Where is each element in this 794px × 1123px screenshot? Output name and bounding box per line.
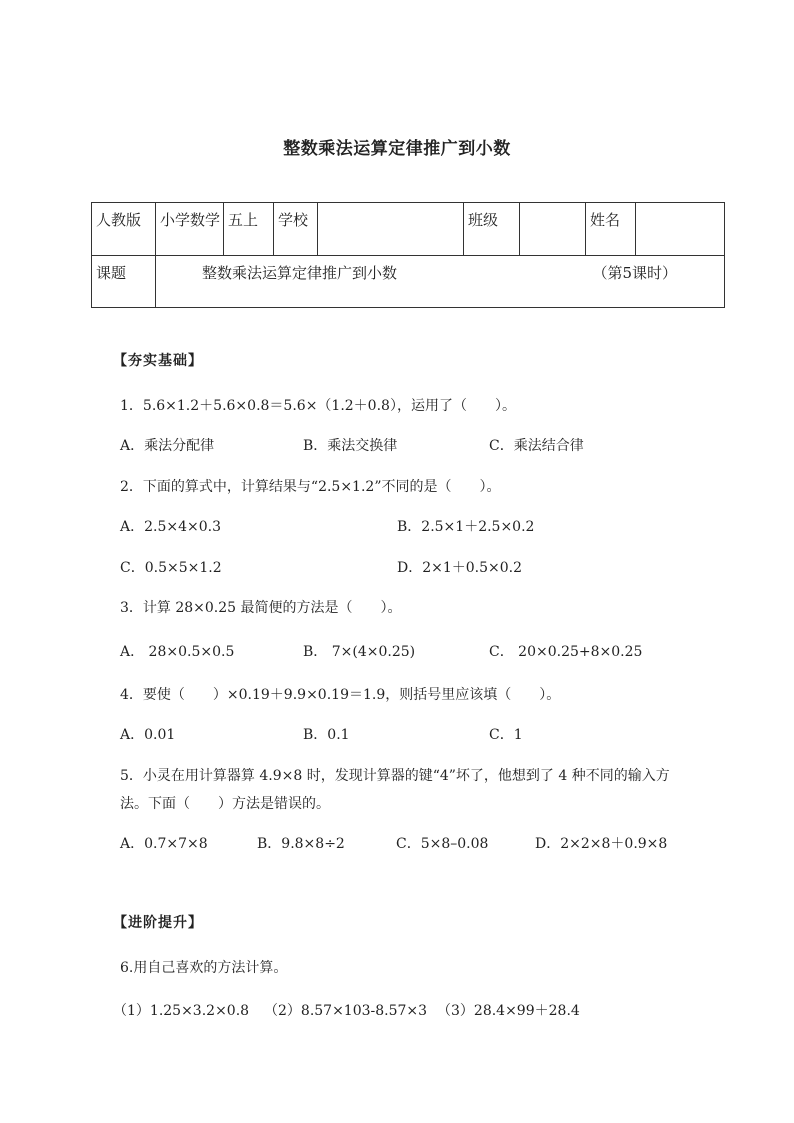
section-heading-basic: 【夯实基础】 <box>113 353 203 369</box>
question-5-line-2: 法。下面（ ）方法是错误的。 <box>120 796 330 812</box>
q5-option-b[interactable]: B．9.8×8÷2 <box>257 836 345 852</box>
topic-cell <box>156 255 725 308</box>
q6-part-2: （2）8.57×103-8.57×3 <box>264 1003 428 1019</box>
q2-option-b[interactable]: B．2.5×1＋2.5×0.2 <box>397 519 535 535</box>
lesson-number: （第5课时） <box>592 263 677 282</box>
q5-option-a[interactable]: A．0.7×7×8 <box>120 836 208 852</box>
topic-row <box>92 255 725 308</box>
publisher-cell: 人教版 <box>92 203 156 256</box>
q2-option-d[interactable]: D．2×1＋0.5×0.2 <box>397 560 523 576</box>
class-field[interactable] <box>520 203 586 256</box>
q6-part-3: （3）28.4×99＋28.4 <box>437 1003 580 1019</box>
q3-option-a[interactable]: A． 28×0.5×0.5 <box>120 644 235 660</box>
q6-part-1: （1）1.25×3.2×0.8 <box>113 1003 250 1019</box>
q3-option-b[interactable]: B． 7×(4×0.25) <box>303 644 416 660</box>
name-field[interactable] <box>636 203 725 256</box>
question-3: 3．计算 28×0.25 最简便的方法是（ ）。 <box>120 600 402 616</box>
subject-cell: 小学数学 <box>156 203 224 256</box>
q1-option-c[interactable]: C．乘法结合律 <box>489 438 584 454</box>
question-2: 2．下面的算式中，计算结果与“2.5×1.2”不同的是（ ）。 <box>120 479 501 495</box>
question-4: 4．要使（ ）×0.19＋9.9×0.19＝1.9，则括号里应该填（ ）。 <box>120 687 561 703</box>
name-label: 姓名 <box>586 203 636 256</box>
question-1: 1．5.6×1.2＋5.6×0.8＝5.6×（1.2＋0.8），运用了（ ）。 <box>120 398 516 414</box>
section-heading-advanced: 【进阶提升】 <box>113 915 203 931</box>
worksheet-title: 整数乘法运算定律推广到小数 <box>283 139 511 159</box>
q4-option-c[interactable]: C．1 <box>489 727 523 743</box>
school-label: 学校 <box>274 203 318 256</box>
info-table <box>91 202 725 308</box>
grade-cell: 五上 <box>224 203 274 256</box>
q2-option-a[interactable]: A．2.5×4×0.3 <box>120 519 222 535</box>
q3-option-c[interactable]: C． 20×0.25+8×0.25 <box>489 644 643 660</box>
topic-label: 课题 <box>92 255 156 308</box>
question-6: 6.用自己喜欢的方法计算。 <box>120 960 288 976</box>
q4-option-b[interactable]: B．0.1 <box>303 727 350 743</box>
school-field[interactable] <box>318 203 464 256</box>
q5-option-c[interactable]: C．5×8–0.08 <box>396 836 489 852</box>
topic-name: 整数乘法运算定律推广到小数 <box>202 263 398 282</box>
q2-option-c[interactable]: C．0.5×5×1.2 <box>120 560 222 576</box>
info-row <box>92 203 725 256</box>
class-label: 班级 <box>464 203 520 256</box>
q1-option-a[interactable]: A．乘法分配律 <box>120 438 215 454</box>
q5-option-d[interactable]: D．2×2×8＋0.9×8 <box>535 836 668 852</box>
q4-option-a[interactable]: A．0.01 <box>120 727 176 743</box>
question-5-line-1: 5．小灵在用计算器算 4.9×8 时，发现计算器的键“4”坏了，他想到了 4 种不同的输入方 <box>120 768 670 784</box>
q1-option-b[interactable]: B．乘法交换律 <box>303 438 398 454</box>
